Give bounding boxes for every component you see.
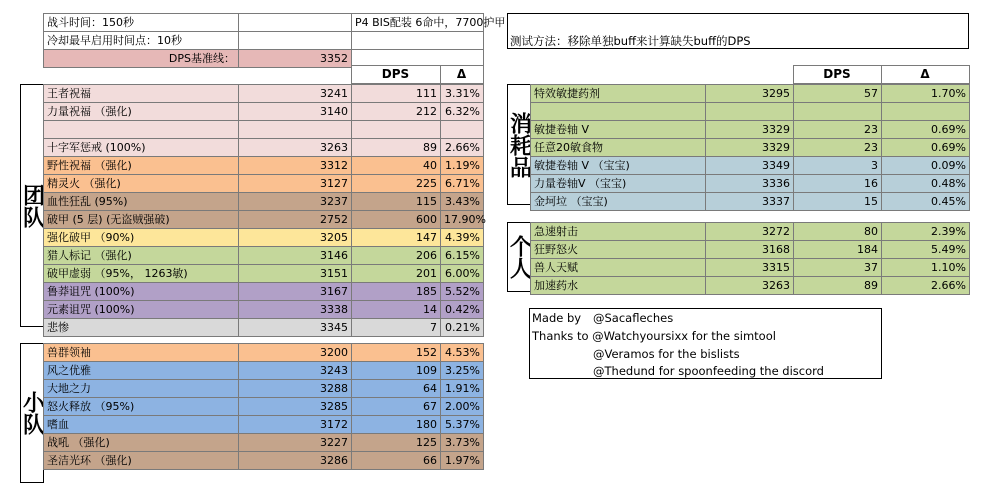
consumable-row — [531, 157, 970, 175]
team-row — [44, 283, 484, 301]
dps-diff: 37 — [794, 259, 882, 277]
dps-value: 3329 — [706, 139, 794, 157]
dps-value: 3140 — [239, 103, 352, 121]
dps-pct: 2.00% — [441, 398, 484, 416]
buff-name: 圣洁光环 （强化) — [44, 452, 239, 470]
baseline-label: DPS基准线： — [44, 50, 239, 68]
buff-name: 悲惨 — [44, 319, 239, 337]
consumable-row — [531, 175, 970, 193]
dps-diff: 66 — [352, 452, 441, 470]
dps-diff: 109 — [352, 362, 441, 380]
dps-value: 3167 — [239, 283, 352, 301]
dps-diff: 180 — [352, 416, 441, 434]
dps-value: 3286 — [239, 452, 352, 470]
team-row — [44, 139, 484, 157]
dps-diff: 80 — [794, 223, 882, 241]
consumables-header — [530, 65, 970, 84]
dps-value: 3241 — [239, 85, 352, 103]
credits-box — [529, 308, 882, 379]
dps-diff: 600 — [352, 211, 441, 229]
buff-name: 敏捷卷轴 V （宝宝) — [531, 157, 706, 175]
dps-value: 3315 — [706, 259, 794, 277]
delta-header-right: Δ — [881, 66, 969, 84]
buff-name: 大地之力 — [44, 380, 239, 398]
buff-name: 金坷垃 （宝宝) — [531, 193, 706, 211]
buff-name: 十字军惩戒 (100%) — [44, 139, 239, 157]
buff-name: 兽人天赋 — [531, 259, 706, 277]
buff-name: 猎人标记 （强化) — [44, 247, 239, 265]
dps-value: 3285 — [239, 398, 352, 416]
info-table — [43, 13, 506, 68]
credits-thanks-3: @Thedund for spoonfeeding the discord — [593, 364, 824, 378]
buff-name — [44, 121, 239, 139]
dps-value: 3312 — [239, 157, 352, 175]
dps-value: 3263 — [239, 139, 352, 157]
dps-pct: 6.15% — [441, 247, 484, 265]
buff-name: 元素诅咒 (100%) — [44, 301, 239, 319]
dps-pct: 0.69% — [882, 139, 970, 157]
dps-pct: 3.25% — [441, 362, 484, 380]
dps-value — [706, 103, 794, 121]
party-group-label: 小队 — [20, 343, 44, 483]
dps-diff: 89 — [794, 277, 882, 295]
dps-value: 3288 — [239, 380, 352, 398]
dps-pct: 0.42% — [441, 301, 484, 319]
dps-pct: 1.10% — [882, 259, 970, 277]
dps-pct: 4.39% — [441, 229, 484, 247]
dps-diff: 147 — [352, 229, 441, 247]
buff-name: 力量卷轴V （宝宝) — [531, 175, 706, 193]
buff-name: 狂野怒火 — [531, 241, 706, 259]
buff-name: 强化破甲 （90%) — [44, 229, 239, 247]
dps-pct: 4.53% — [441, 344, 484, 362]
baseline-value: 3352 — [239, 50, 352, 68]
consumable-row — [531, 139, 970, 157]
team-row — [44, 85, 484, 103]
buff-name: 鲁莽诅咒 (100%) — [44, 283, 239, 301]
buff-name: 怒火释放 （95%) — [44, 398, 239, 416]
buff-name — [531, 103, 706, 121]
dps-diff: 15 — [794, 193, 882, 211]
dps-pct: 6.00% — [441, 265, 484, 283]
dps-diff: 16 — [794, 175, 882, 193]
consumables-table — [530, 84, 970, 211]
party-row — [44, 344, 484, 362]
party-row — [44, 434, 484, 452]
dps-diff: 212 — [352, 103, 441, 121]
dps-value: 3200 — [239, 344, 352, 362]
consumables-group-label: 消耗品 — [507, 84, 531, 205]
consumable-row — [531, 85, 970, 103]
buff-name: 破甲 (5 层) (无盗贼强破) — [44, 211, 239, 229]
buff-name: 风之优雅 — [44, 362, 239, 380]
dps-pct: 6.71% — [441, 175, 484, 193]
team-header — [43, 65, 484, 84]
buff-name: 急速射击 — [531, 223, 706, 241]
dps-pct: 1.19% — [441, 157, 484, 175]
buff-name: 破甲虚弱 （95%， 1263敏) — [44, 265, 239, 283]
dps-diff: 225 — [352, 175, 441, 193]
dps-pct: 1.70% — [882, 85, 970, 103]
dps-diff: 201 — [352, 265, 441, 283]
dps-pct: 1.91% — [441, 380, 484, 398]
buff-name: 任意20敏食物 — [531, 139, 706, 157]
party-row — [44, 380, 484, 398]
party-row — [44, 362, 484, 380]
buff-name: 加速药水 — [531, 277, 706, 295]
team-group-label: 团队 — [20, 84, 44, 327]
dps-diff: 23 — [794, 139, 882, 157]
party-table — [43, 343, 484, 470]
buff-name: 力量祝福 （强化) — [44, 103, 239, 121]
party-row — [44, 452, 484, 470]
dps-value: 3227 — [239, 434, 352, 452]
dps-diff: 125 — [352, 434, 441, 452]
dps-value: 3345 — [239, 319, 352, 337]
battle-duration: 战斗时间：150秒 — [44, 14, 239, 32]
buff-name: 王者祝福 — [44, 85, 239, 103]
dps-pct — [882, 103, 970, 121]
dps-value: 3272 — [706, 223, 794, 241]
buff-name: 嗜血 — [44, 416, 239, 434]
team-table — [43, 84, 484, 337]
dps-diff: 40 — [352, 157, 441, 175]
dps-value: 3263 — [706, 277, 794, 295]
team-row — [44, 211, 484, 229]
consumable-row — [531, 121, 970, 139]
dps-value — [239, 121, 352, 139]
personal-table — [530, 222, 970, 295]
dps-header: DPS — [351, 66, 440, 84]
dps-pct: 3.43% — [441, 193, 484, 211]
dps-diff: 185 — [352, 283, 441, 301]
dps-diff — [794, 103, 882, 121]
dps-diff: 14 — [352, 301, 441, 319]
buff-name: 血性狂乱 (95%) — [44, 193, 239, 211]
dps-pct: 0.69% — [882, 121, 970, 139]
dps-value: 3168 — [706, 241, 794, 259]
team-row — [44, 103, 484, 121]
dps-diff: 64 — [352, 380, 441, 398]
dps-pct: 0.48% — [882, 175, 970, 193]
credits-author: @Sacafleches — [593, 311, 674, 325]
buff-name: 野性祝福 （强化) — [44, 157, 239, 175]
dps-value: 3338 — [239, 301, 352, 319]
team-row — [44, 175, 484, 193]
dps-diff: 57 — [794, 85, 882, 103]
dps-value: 2752 — [239, 211, 352, 229]
dps-diff: 184 — [794, 241, 882, 259]
dps-pct: 2.66% — [882, 277, 970, 295]
consumable-row — [531, 103, 970, 121]
dps-diff: 206 — [352, 247, 441, 265]
personal-group-label: 个人 — [507, 222, 531, 292]
team-row — [44, 301, 484, 319]
dps-pct: 1.97% — [441, 452, 484, 470]
credits-thanks-2: @Veramos for the bislists — [593, 347, 740, 361]
dps-value: 3146 — [239, 247, 352, 265]
team-row — [44, 229, 484, 247]
method-note: 测试方法：移除单独buff来计算缺失buff的DPS — [507, 13, 969, 49]
buff-name: 兽群领袖 — [44, 344, 239, 362]
dps-value: 3337 — [706, 193, 794, 211]
dps-pct: 3.73% — [441, 434, 484, 452]
dps-diff: 67 — [352, 398, 441, 416]
credits-made-by: Made by — [532, 311, 582, 325]
dps-value: 3336 — [706, 175, 794, 193]
buff-name: 精灵火 （强化) — [44, 175, 239, 193]
dps-pct: 3.31% — [441, 85, 484, 103]
gear-config: P4 BIS配装 6命中，7700护甲 — [352, 14, 484, 32]
team-row — [44, 247, 484, 265]
dps-pct — [441, 121, 484, 139]
dps-value: 3172 — [239, 416, 352, 434]
dps-pct: 2.39% — [882, 223, 970, 241]
dps-pct: 0.45% — [882, 193, 970, 211]
delta-header: Δ — [440, 66, 483, 84]
team-row — [44, 121, 484, 139]
buff-name: 战吼 （强化) — [44, 434, 239, 452]
cooldown-time: 冷却最早启用时间点：10秒 — [44, 32, 239, 50]
team-row — [44, 193, 484, 211]
team-row — [44, 265, 484, 283]
dps-diff: 3 — [794, 157, 882, 175]
personal-row — [531, 277, 970, 295]
dps-pct: 0.21% — [441, 319, 484, 337]
buff-name: 特效敏捷药剂 — [531, 85, 706, 103]
team-row — [44, 157, 484, 175]
personal-row — [531, 259, 970, 277]
dps-pct: 5.52% — [441, 283, 484, 301]
dps-diff: 111 — [352, 85, 441, 103]
dps-value: 3151 — [239, 265, 352, 283]
dps-pct: 5.37% — [441, 416, 484, 434]
dps-value: 3237 — [239, 193, 352, 211]
dps-pct: 6.32% — [441, 103, 484, 121]
dps-diff: 7 — [352, 319, 441, 337]
dps-pct: 17.90% — [441, 211, 484, 229]
personal-row — [531, 223, 970, 241]
credits-thanks-1: Thanks to @Watchyoursixx for the simtool — [532, 329, 776, 343]
dps-diff — [352, 121, 441, 139]
consumable-row — [531, 193, 970, 211]
personal-row — [531, 241, 970, 259]
dps-diff: 152 — [352, 344, 441, 362]
dps-pct: 2.66% — [441, 139, 484, 157]
dps-value: 3205 — [239, 229, 352, 247]
dps-value: 3295 — [706, 85, 794, 103]
dps-value: 3329 — [706, 121, 794, 139]
dps-value: 3243 — [239, 362, 352, 380]
dps-diff: 89 — [352, 139, 441, 157]
dps-pct: 5.49% — [882, 241, 970, 259]
party-row — [44, 416, 484, 434]
dps-diff: 23 — [794, 121, 882, 139]
team-row — [44, 319, 484, 337]
dps-value: 3349 — [706, 157, 794, 175]
party-row — [44, 398, 484, 416]
dps-diff: 115 — [352, 193, 441, 211]
buff-name: 敏捷卷轴 V — [531, 121, 706, 139]
dps-value: 3127 — [239, 175, 352, 193]
dps-header-right: DPS — [793, 66, 881, 84]
dps-pct: 0.09% — [882, 157, 970, 175]
